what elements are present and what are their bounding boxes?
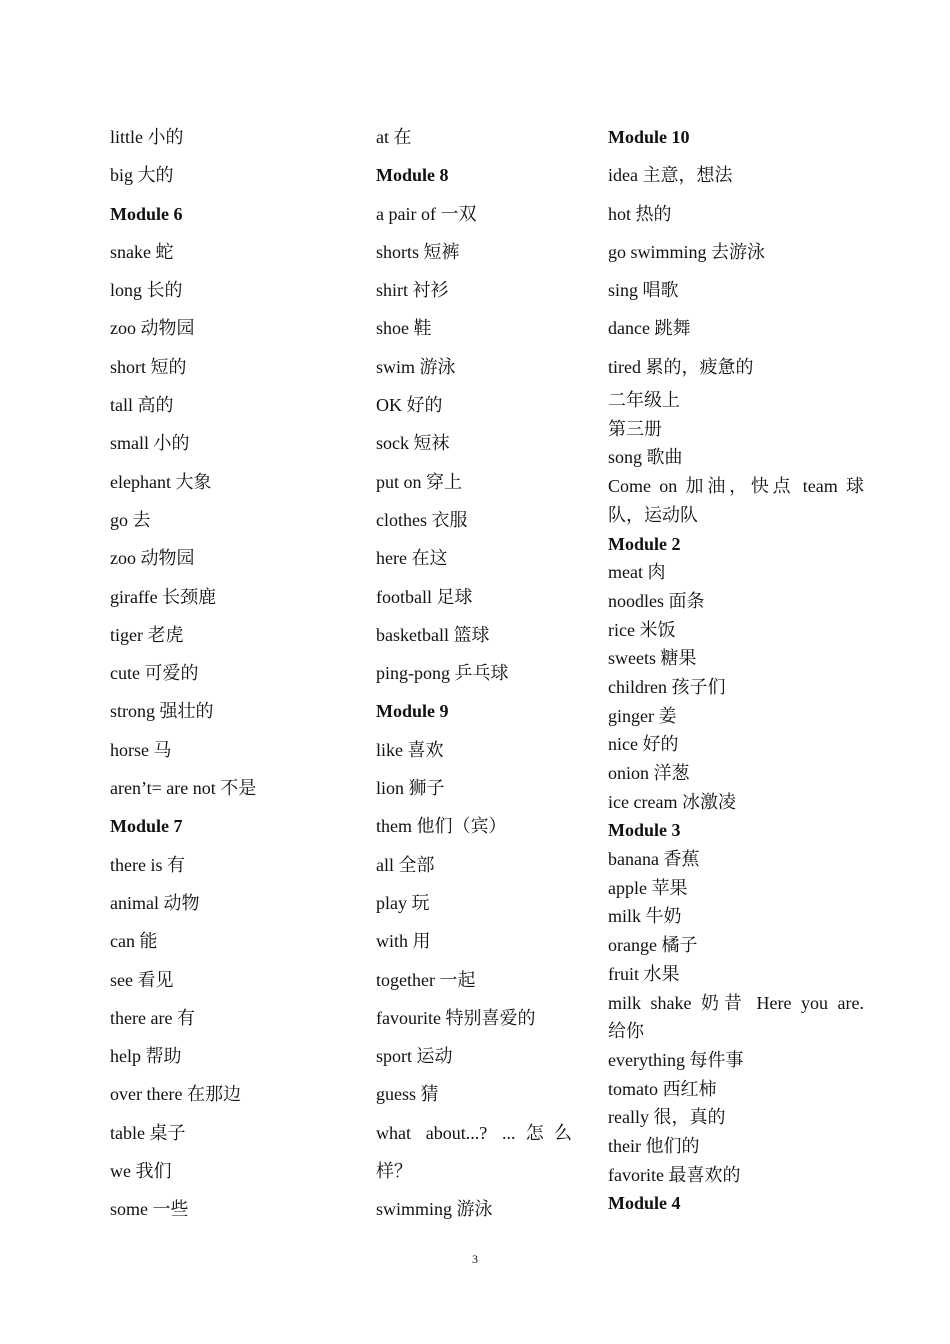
vocabulary-entry: 给你 <box>608 1021 644 1042</box>
vocabulary-entry: banana 香蕉 <box>608 849 700 870</box>
vocabulary-entry: their 他们的 <box>608 1135 700 1156</box>
vocabulary-entry: dance 跳舞 <box>608 318 691 339</box>
vocabulary-entry: like 喜欢 <box>376 739 444 760</box>
vocabulary-entry: shoe 鞋 <box>376 318 432 339</box>
vocabulary-entry: aren’t= are not 不是 <box>110 778 257 799</box>
vocabulary-entry: sock 短袜 <box>376 433 450 454</box>
module-heading: Module 4 <box>608 1193 681 1214</box>
vocabulary-entry: help 帮助 <box>110 1046 182 1067</box>
vocabulary-entry: snake 蛇 <box>110 241 174 262</box>
vocabulary-entry: swimming 游泳 <box>376 1199 493 1220</box>
vocabulary-entry: everything 每件事 <box>608 1049 744 1070</box>
module-heading: Module 8 <box>376 165 449 186</box>
vocabulary-entry: over there 在那边 <box>110 1084 241 1105</box>
vocabulary-entry: really 很，真的 <box>608 1107 726 1128</box>
vocabulary-entry: sweets 糖果 <box>608 648 697 669</box>
vocabulary-entry: elephant 大象 <box>110 471 212 492</box>
vocabulary-entry: we 我们 <box>110 1161 172 1182</box>
vocabulary-column-2 <box>376 118 576 1229</box>
vocabulary-entry: short 短的 <box>110 356 187 377</box>
vocabulary-entry: shirt 衬衫 <box>376 280 449 301</box>
vocabulary-entry: guess 猜 <box>376 1084 439 1105</box>
vocabulary-entry: song 歌曲 <box>608 447 683 468</box>
vocabulary-entry: ping-pong 乒乓球 <box>376 663 509 684</box>
vocabulary-entry: fruit 水果 <box>608 963 680 984</box>
vocabulary-entry: milk 牛奶 <box>608 906 682 927</box>
vocabulary-entry: clothes 衣服 <box>376 509 468 530</box>
page-number: 3 <box>472 1252 478 1266</box>
vocabulary-entry: apple 苹果 <box>608 877 688 898</box>
vocabulary-entry: milk shake 奶昔 Here you are. <box>608 992 864 1013</box>
vocabulary-entry: strong 强壮的 <box>110 701 214 722</box>
vocabulary-entry: noodles 面条 <box>608 590 705 611</box>
vocabulary-entry: a pair of 一双 <box>376 203 477 224</box>
vocabulary-entry: children 孩子们 <box>608 676 726 697</box>
vocabulary-entry: basketball 篮球 <box>376 624 490 645</box>
vocabulary-entry: horse 马 <box>110 739 172 760</box>
vocabulary-entry: swim 游泳 <box>376 356 456 377</box>
vocabulary-column-1 <box>110 118 350 1229</box>
vocabulary-entry: sport 运动 <box>376 1046 453 1067</box>
module-heading: Module 7 <box>110 816 183 837</box>
vocabulary-entry: giraffe 长颈鹿 <box>110 586 217 607</box>
vocabulary-entry: tall 高的 <box>110 395 174 416</box>
vocabulary-column-3 <box>608 118 866 1218</box>
vocabulary-entry: here 在这 <box>376 548 448 569</box>
vocabulary-entry: zoo 动物园 <box>110 318 195 339</box>
vocabulary-entry: with 用 <box>376 931 431 952</box>
vocabulary-entry: animal 动物 <box>110 892 200 913</box>
vocabulary-entry: orange 橘子 <box>608 935 698 956</box>
vocabulary-entry: play 玩 <box>376 892 430 913</box>
vocabulary-entry: tomato 西红柿 <box>608 1078 717 1099</box>
vocabulary-entry: football 足球 <box>376 586 473 607</box>
vocabulary-entry: favourite 特别喜爱的 <box>376 1007 536 1028</box>
vocabulary-entry: what about...? ...怎么 <box>376 1122 572 1143</box>
vocabulary-entry: big 大的 <box>110 165 174 186</box>
vocabulary-entry: go swimming 去游泳 <box>608 241 766 262</box>
vocabulary-entry: cute 可爱的 <box>110 663 199 684</box>
vocabulary-entry: rice 米饭 <box>608 619 676 640</box>
vocabulary-entry: Come on 加油，快点 team 球 <box>608 476 864 497</box>
vocabulary-entry: ginger 姜 <box>608 705 677 726</box>
vocabulary-entry: tiger 老虎 <box>110 624 184 645</box>
vocabulary-entry: tired 累的，疲惫的 <box>608 356 754 377</box>
vocabulary-entry: little 小的 <box>110 127 184 147</box>
vocabulary-entry: sing 唱歌 <box>608 280 679 301</box>
vocabulary-entry: favorite 最喜欢的 <box>608 1164 741 1185</box>
module-heading: Module 3 <box>608 820 681 841</box>
vocabulary-entry: them 他们（宾） <box>376 816 507 837</box>
vocabulary-entry: zoo 动物园 <box>110 548 195 569</box>
vocabulary-entry: go 去 <box>110 509 151 530</box>
vocabulary-entry: there is 有 <box>110 854 185 875</box>
vocabulary-entry: meat 肉 <box>608 562 666 583</box>
vocabulary-entry: OK 好的 <box>376 395 443 416</box>
vocabulary-entry: all 全部 <box>376 854 435 875</box>
vocabulary-entry: shorts 短裤 <box>376 241 460 262</box>
vocabulary-entry: lion 狮子 <box>376 778 445 799</box>
vocabulary-entry: together 一起 <box>376 969 476 990</box>
vocabulary-entry: put on 穿上 <box>376 471 463 492</box>
vocabulary-entry: there are 有 <box>110 1007 195 1028</box>
vocabulary-entry: 第三册 <box>608 418 662 439</box>
vocabulary-entry: small 小的 <box>110 433 190 454</box>
vocabulary-entry: see 看见 <box>110 969 174 990</box>
vocabulary-entry: ice cream 冰激凌 <box>608 791 736 812</box>
module-heading: Module 10 <box>608 127 690 147</box>
vocabulary-entry: at 在 <box>376 127 412 147</box>
vocabulary-entry: can 能 <box>110 931 158 952</box>
vocabulary-entry: idea 主意，想法 <box>608 165 733 186</box>
vocabulary-entry: nice 好的 <box>608 734 679 755</box>
vocabulary-entry: table 桌子 <box>110 1122 186 1143</box>
vocabulary-entry: long 长的 <box>110 280 183 301</box>
vocabulary-entry: hot 热的 <box>608 203 672 224</box>
module-heading: Module 2 <box>608 533 681 554</box>
vocabulary-entry: 样？ <box>376 1161 412 1182</box>
module-heading: Module 6 <box>110 203 183 224</box>
vocabulary-entry: 二年级上 <box>608 390 680 411</box>
vocabulary-entry: onion 洋葱 <box>608 763 690 784</box>
vocabulary-entry: 队，运动队 <box>608 504 698 525</box>
module-heading: Module 9 <box>376 701 449 722</box>
vocabulary-entry: some 一些 <box>110 1199 189 1220</box>
